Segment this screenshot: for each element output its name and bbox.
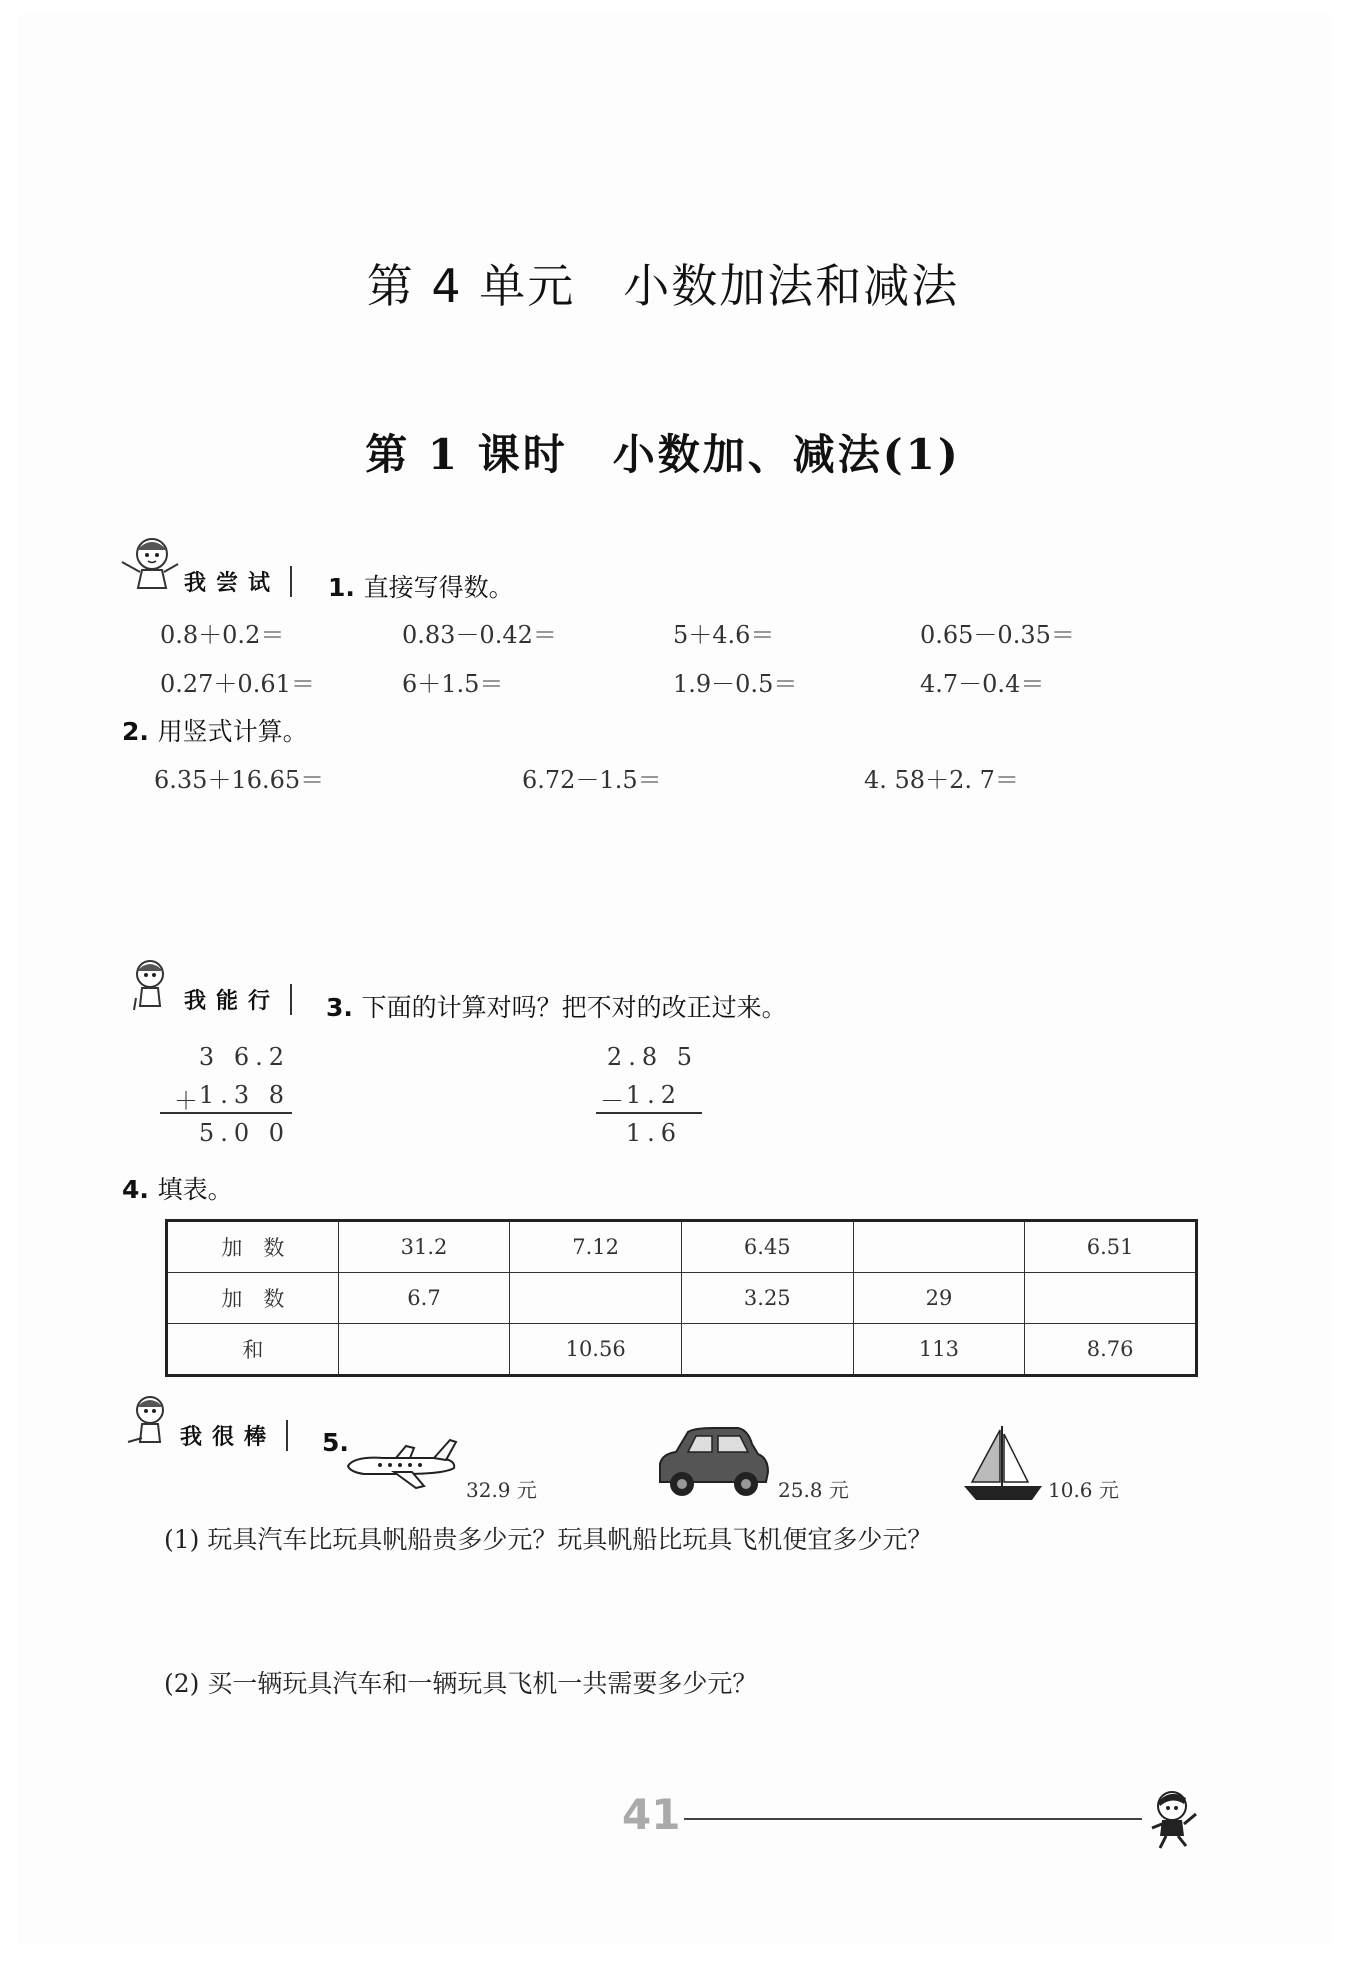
calc2-result: 1.6 (625, 1119, 682, 1147)
section-badge-great: 我很棒 (176, 1420, 288, 1451)
question-2-text: 用竖式计算。 (157, 717, 308, 746)
table-cell[interactable] (1025, 1273, 1197, 1324)
table-cell: 8.76 (1025, 1324, 1197, 1376)
sailboat-icon (962, 1424, 1044, 1504)
calc1-line (160, 1112, 292, 1114)
section-badge-can: 我能行 (180, 984, 292, 1015)
calc2-top: 2.8 5 (606, 1043, 698, 1071)
table-cell[interactable] (853, 1221, 1025, 1273)
question-4-title (122, 1170, 233, 1206)
table-cell: 和 (167, 1324, 339, 1376)
question-4-number: 4. (122, 1175, 149, 1204)
section-badge-try: 我尝试 (180, 566, 292, 597)
calc2-second: 1.2 (625, 1081, 682, 1109)
question-1-number: 1. (328, 573, 355, 602)
calc2-line (596, 1112, 702, 1114)
q1-expression: 5＋4.6＝ (673, 621, 775, 649)
q5-subquestion-2: (2) 买一辆玩具汽车和一辆玩具飞机一共需要多少元？ (164, 1669, 758, 1698)
calc1-second: 1.3 8 (198, 1081, 290, 1109)
table-cell[interactable] (338, 1324, 510, 1376)
unit-title: 第 4 单元 小数加法和减法 (366, 259, 960, 313)
girl-mascot-icon (126, 956, 176, 1012)
table-cell: 31.2 (338, 1221, 510, 1273)
footer-line (684, 1818, 1142, 1820)
question-4-text: 填表。 (157, 1175, 233, 1204)
table-cell: 加 数 (167, 1221, 339, 1273)
table-cell[interactable] (681, 1324, 853, 1376)
table-row (167, 1273, 1197, 1324)
table-cell: 10.56 (510, 1324, 682, 1376)
fill-table (165, 1219, 1198, 1377)
q2-expression: 4. 58＋2. 7＝ (864, 766, 1019, 794)
table-cell: 7.12 (510, 1221, 682, 1273)
calc1-result: 5.0 0 (198, 1119, 290, 1147)
q1-expression: 0.8＋0.2＝ (160, 621, 285, 649)
question-2-title (122, 712, 308, 748)
table-cell: 3.25 (681, 1273, 853, 1324)
calc1-top: 3 6.2 (198, 1043, 290, 1071)
table-cell: 6.51 (1025, 1221, 1197, 1273)
table-cell: 加 数 (167, 1273, 339, 1324)
q1-expression: 0.27＋0.61＝ (160, 670, 315, 698)
girl-mascot-icon (118, 532, 180, 594)
table-cell: 29 (853, 1273, 1025, 1324)
lesson-title: 第 1 课时 小数加、减法(1) (365, 430, 961, 479)
girl-mascot-icon (124, 1392, 176, 1450)
q1-expression: 0.83－0.42＝ (402, 621, 557, 649)
calc1-operator: ＋ (174, 1087, 204, 1115)
question-2-number: 2. (122, 717, 149, 746)
question-1-text: 直接写得数。 (363, 573, 514, 602)
table-cell: 6.45 (681, 1221, 853, 1273)
q5-subquestion-1: (1) 玩具汽车比玩具帆船贵多少元？玩具帆船比玩具飞机便宜多少元？ (164, 1525, 933, 1554)
table-row (167, 1221, 1197, 1273)
question-3-number: 3. (326, 993, 353, 1022)
question-3-text: 下面的计算对吗？把不对的改正过来。 (361, 993, 787, 1022)
q1-expression: 1.9－0.5＝ (673, 670, 798, 698)
car-icon (654, 1424, 772, 1500)
calc2-operator: － (600, 1087, 630, 1115)
table-cell: 113 (853, 1324, 1025, 1376)
boy-mascot-icon (1140, 1784, 1210, 1850)
sailboat-price: 10.6 元 (1048, 1478, 1119, 1502)
airplane-icon (344, 1436, 460, 1490)
table-row (167, 1324, 1197, 1376)
car-price: 25.8 元 (778, 1478, 849, 1502)
question-3-title (326, 988, 787, 1024)
table-cell: 6.7 (338, 1273, 510, 1324)
q2-expression: 6.72－1.5＝ (522, 766, 662, 794)
q2-expression: 6.35＋16.65＝ (154, 766, 325, 794)
q1-expression: 4.7－0.4＝ (920, 670, 1045, 698)
q1-expression: 0.65－0.35＝ (920, 621, 1075, 649)
question-5-number: 5. (322, 1428, 349, 1457)
airplane-price: 32.9 元 (466, 1478, 537, 1502)
page-number: 41 (622, 1790, 681, 1839)
table-cell[interactable] (510, 1273, 682, 1324)
question-1-title (328, 568, 514, 604)
q1-expression: 6＋1.5＝ (402, 670, 504, 698)
